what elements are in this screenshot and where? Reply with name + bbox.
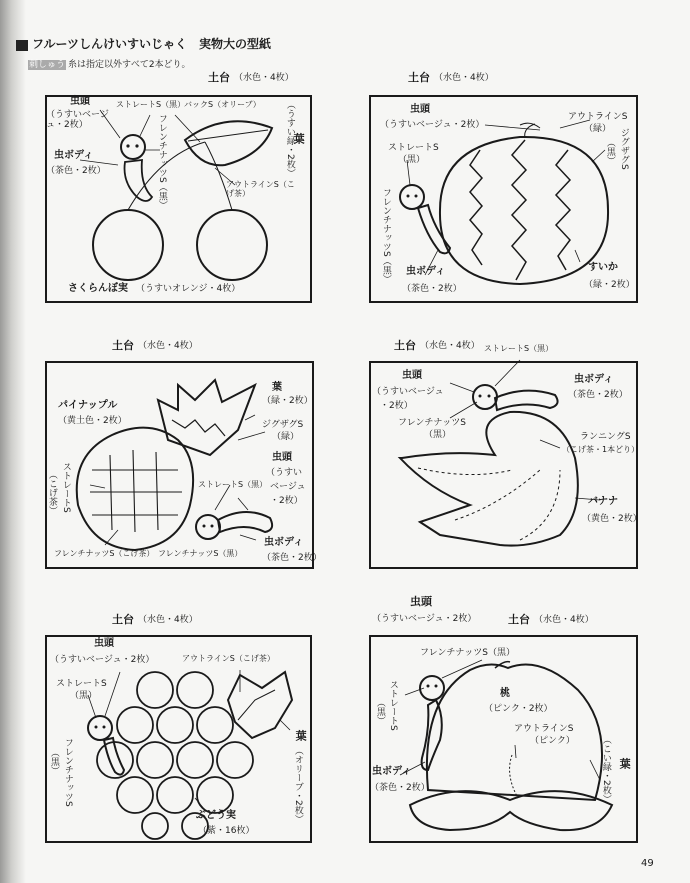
peach-head-label: 虫頭 <box>410 595 432 608</box>
pineapple-french-left: フレンチナッツS（こげ茶） <box>54 549 155 558</box>
watermelon-outline-stitch: アウトラインS <box>568 112 628 122</box>
pineapple-body-label: 虫ボディ <box>264 537 304 548</box>
grape-leaf-label: 葉 <box>294 730 308 741</box>
watermelon-straight-color: （黒） <box>398 155 426 165</box>
pineapple-worm-eye-1 <box>203 525 206 528</box>
grape-worm-head <box>88 716 112 740</box>
peach-outline-stitch: アウトラインS <box>514 724 574 734</box>
watermelon-fruit <box>440 137 608 284</box>
banana-body-spec: （茶色・2枚） <box>568 390 628 400</box>
peach-french-knot: フレンチナッツS（黒） <box>420 648 515 658</box>
watermelon-worm-head <box>400 185 424 209</box>
cherry-worm-eye-1 <box>126 144 129 147</box>
pineapple-head-spec-1: （うすい <box>266 468 303 478</box>
watermelon-zigzag-stitch: ジグザグS <box>618 128 629 170</box>
pineapple-worm-eye-2 <box>211 525 214 528</box>
watermelon-base-label: 土台 <box>408 71 430 84</box>
pineapple-leaf-zigzag <box>172 420 225 436</box>
peach-body-spec: （茶色・2枚） <box>370 783 430 793</box>
watermelon-body-spec: （茶色・2枚） <box>402 284 462 294</box>
peach-leaf-spec: （こい緑・2枚） <box>600 735 611 804</box>
grape-straight-stitch: ストレートS <box>56 679 107 689</box>
cherry-body-spec: （茶色・2枚） <box>46 166 106 176</box>
peach-straight-color: （黒） <box>374 698 385 725</box>
watermelon-outline-color: （緑） <box>584 124 612 134</box>
pineapple-leaf-spec: （緑・2枚） <box>262 396 313 406</box>
cherry-fruit-right <box>197 210 267 280</box>
cherry-worm-body <box>125 160 153 201</box>
watermelon-straight-stitch: ストレートS <box>388 143 439 153</box>
pineapple-base-label: 土台 <box>112 339 134 352</box>
banana-running-color: （こげ茶・1本どり） <box>562 445 640 454</box>
peach-outline-color: （ピンク） <box>530 736 575 746</box>
peach-outline-stitch <box>510 755 518 798</box>
banana-worm-eye-2 <box>488 395 491 398</box>
cherry-head-spec: （うすいベージュ・2枚） <box>46 110 109 131</box>
peach-base-spec: （水色・4枚） <box>534 615 594 625</box>
cherry-leaf-spec: （うすい緑・2枚） <box>284 100 295 178</box>
banana-worm-head <box>473 385 497 409</box>
peach-fruit-spec: （ピンク・2枚） <box>484 704 553 714</box>
peach-leaves <box>410 791 612 830</box>
grape-base-label: 土台 <box>112 613 134 626</box>
pineapple-worm-head <box>196 515 220 539</box>
peach-leaf-label: 葉 <box>618 758 632 769</box>
banana-straight-stitch: ストレートS（黒） <box>484 344 554 353</box>
grape-head-label: 虫頭 <box>94 638 114 649</box>
page-number: 49 <box>641 858 654 869</box>
peach-base-label: 土台 <box>508 613 530 626</box>
cherry-leaf-label: 葉 <box>292 133 306 144</box>
watermelon-fruit-spec: （緑・2枚） <box>584 280 635 290</box>
peach-art <box>400 660 612 830</box>
watermelon-worm-eye-1 <box>407 195 410 198</box>
peach-worm-eye-1 <box>427 685 430 688</box>
grape-fruit-label: ぶどう実 <box>196 810 236 821</box>
grape-straight-color: （黒） <box>70 691 98 701</box>
cherry-worm-eye-2 <box>135 144 138 147</box>
grape-head-spec: （うすいベージュ・2枚） <box>50 655 155 665</box>
grape-worm-eye-1 <box>95 726 98 729</box>
cherry-body-label: 虫ボディ <box>54 150 94 161</box>
banana-running-stitch <box>418 468 560 540</box>
peach-head-spec: （うすいベージュ・2枚） <box>372 614 477 624</box>
pineapple-fruit-label: パイナップル <box>58 400 118 411</box>
pineapple-straight-black: ストレートS（黒） <box>198 480 268 489</box>
pineapple-worm-body <box>218 512 272 532</box>
watermelon-zigzag-1 <box>470 150 482 265</box>
grape-leaf-spec: （オリーブ・2枚） <box>292 746 303 824</box>
cherry-head-label: 虫頭 <box>70 96 90 107</box>
banana-fruit-spec: （黄色・2枚） <box>582 514 642 524</box>
pineapple-straight-side-color: （こげ茶） <box>46 470 57 515</box>
watermelon-french-knot: フレンチナッツS（黒） <box>380 188 391 284</box>
banana-french-color: （黒） <box>424 430 452 440</box>
watermelon-zigzag-color: （黒） <box>604 138 615 165</box>
cherry-fruit-label: さくらんぼ実 <box>68 283 128 294</box>
cherry-leaf <box>185 121 272 165</box>
grape-base-spec: （水色・4枚） <box>138 615 198 625</box>
cherry-base-spec: （水色・4枚） <box>234 73 294 83</box>
watermelon-fruit-label: すいか <box>588 262 618 273</box>
banana-body-label: 虫ボディ <box>574 374 614 385</box>
peach-body-label: 虫ボディ <box>372 766 412 777</box>
pineapple-head-label: 虫頭 <box>272 452 292 463</box>
banana-running-stitch: ランニングS <box>580 432 631 442</box>
banana-head-spec-1: （うすいベージュ <box>372 387 444 397</box>
grape-french-color: （黒） <box>48 748 59 775</box>
pineapple-base-spec: （水色・4枚） <box>138 341 198 351</box>
banana-head-spec-2: ・2枚） <box>380 401 413 411</box>
banana-french-knot: フレンチナッツS <box>398 418 466 428</box>
cherry-worm-head <box>121 135 145 159</box>
pineapple-straight-side: ストレートS <box>60 462 71 513</box>
grape-outline-stitch: アウトラインS（こげ茶） <box>182 654 275 663</box>
grape-fruit-spec: （紫・16枚） <box>198 826 255 836</box>
pineapple-french-right: フレンチナッツS（黒） <box>158 549 243 558</box>
note-tag: 刺しゅう <box>29 60 66 70</box>
pineapple-leaves <box>158 380 255 455</box>
banana-worm-eye-1 <box>479 395 482 398</box>
cherry-fruit-left <box>93 210 163 280</box>
watermelon-body-label: 虫ボディ <box>406 266 446 277</box>
pineapple-head-spec-2: ベージュ <box>270 482 306 492</box>
cherry-french-knot: フレンチナッツS（黒） <box>156 114 167 210</box>
grape-leaf-vein <box>238 690 275 720</box>
peach-straight-stitch: ストレートS <box>387 680 398 731</box>
pineapple-zigzag-stitch: ジグザグS <box>262 420 304 430</box>
watermelon-head-spec: （うすいベージュ・2枚） <box>380 120 485 130</box>
grape-leaf <box>228 672 292 738</box>
watermelon-stem <box>520 123 540 138</box>
pineapple-grid <box>90 450 182 532</box>
banana-base-spec: （水色・4枚） <box>420 341 480 351</box>
cherry-base-label: 土台 <box>208 71 230 84</box>
cherry-straight-stitch: ストレートS（黒） <box>116 100 186 109</box>
peach-fruit-label: 桃 <box>500 688 510 699</box>
pineapple-zigzag-color: （緑） <box>272 432 300 442</box>
banana-head-label: 虫頭 <box>402 370 422 381</box>
cherry-fruit-spec: （うすいオレンジ・4枚） <box>136 284 241 294</box>
pineapple-body-spec: （茶色・2枚） <box>262 553 322 563</box>
banana-worm-body <box>495 391 558 410</box>
grape-french-knot: フレンチナッツS <box>62 738 73 807</box>
panel-frame-grape <box>46 636 311 842</box>
grape-worm-eye-2 <box>103 726 106 729</box>
watermelon-worm-eye-2 <box>415 195 418 198</box>
pineapple-head-spec-3: ・2枚） <box>270 496 303 506</box>
page-title: フルーツしんけいすいじゃく 実物大の型紙 <box>32 37 272 51</box>
peach-worm-eye-2 <box>435 685 438 688</box>
cherry-back-stitch: バックS（オリーブ） <box>184 100 261 109</box>
watermelon-base-spec: （水色・4枚） <box>434 73 494 83</box>
watermelon-zigzag-3 <box>556 150 570 270</box>
banana-base-label: 土台 <box>394 339 416 352</box>
pineapple-leaf-label: 葉 <box>272 382 282 393</box>
watermelon-zigzag-2 <box>512 140 526 280</box>
grape-art <box>88 670 292 839</box>
cherry-outline-stitch: アウトラインS（こげ茶） <box>226 180 295 199</box>
note-text: 糸は指定以外すべて2本どり。 <box>68 60 191 70</box>
banana-fruit-label: バナナ <box>588 496 618 507</box>
pineapple-fruit-spec: （黄土色・2枚） <box>58 416 127 426</box>
peach-worm-body <box>422 700 442 770</box>
watermelon-head-label: 虫頭 <box>410 104 430 115</box>
